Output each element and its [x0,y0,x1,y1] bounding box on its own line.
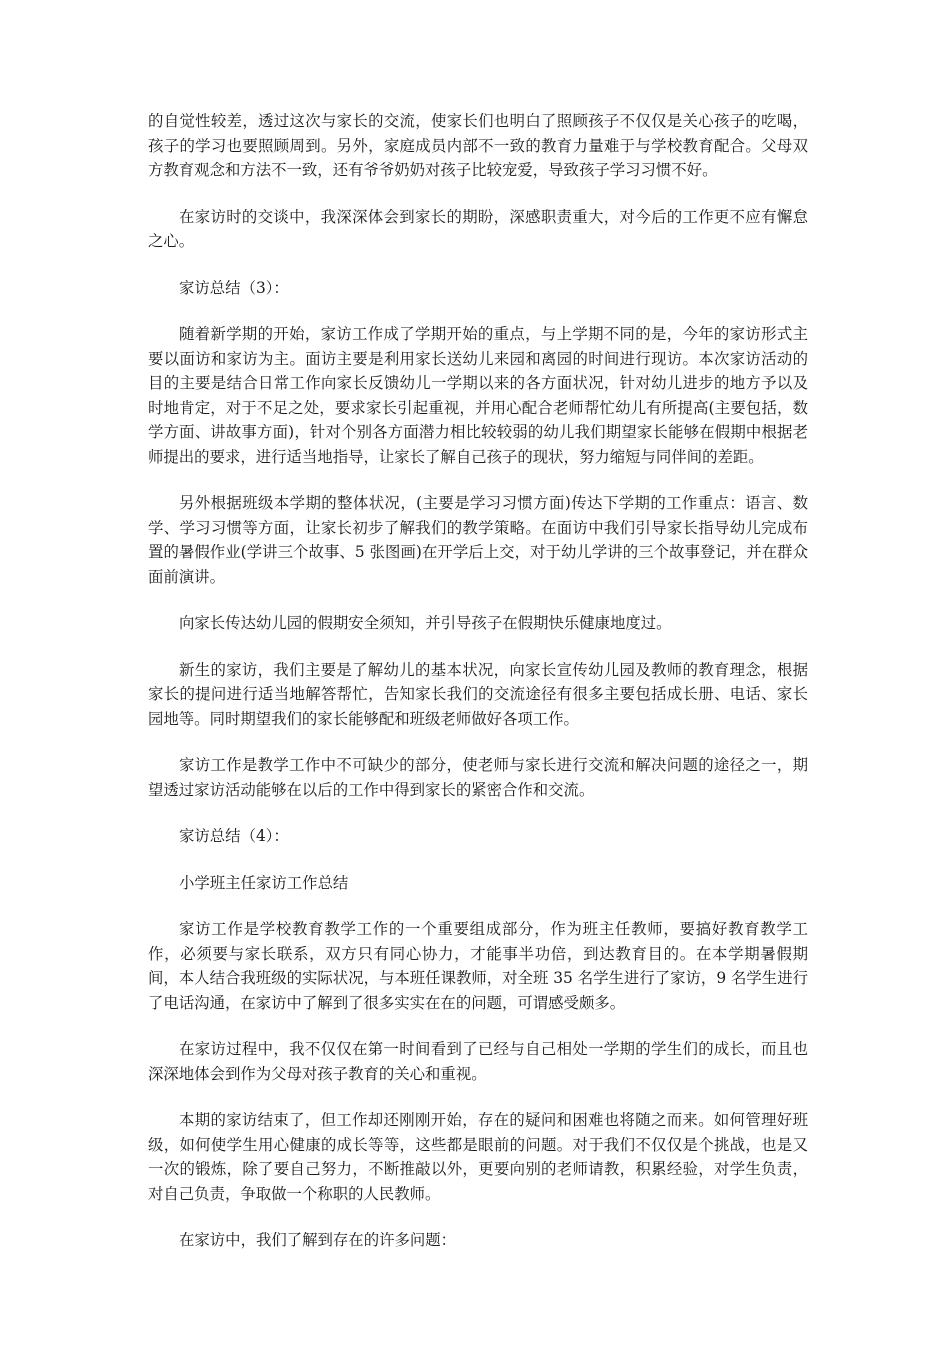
section-heading: 家访总结（4）： [179,827,289,845]
paragraph: 向家长传达幼儿园的假期安全须知，并引导孩子在假期快乐健康地度过。 [179,614,672,632]
paragraph: 在家访时的交谈中，我深深体会到家长的期盼，深感职责重大，对今后的工作更不应有懈怠之心。 [148,207,808,250]
paragraph: 在家访过程中，我不仅仅在第一时间看到了已经与自己相处一学期的学生们的成长，而且也深深地体会到作为父母对孩子教育的关心和重视。 [148,1040,808,1083]
paragraph: 随着新学期的开始，家访工作成了学期开始的重点，与上学期不同的是，今年的家访形式主要以面访和家访为主。面访主要是利用家长送幼儿来园和离园的时间进行现访。本次家访活动的目的主要是结合日常工作向家长反馈幼儿一学期以来的各方面状况，针对幼儿进步的地方予以及时地肯定，对于不足之处，要求家长引起重视，并用心配合老师帮忙幼儿有所提高(主要包括，数学方面、讲故事方面)，针对个别各方面潜力相比较较弱的幼儿我们期望家长能够在假期中根据老师提出的要求，进行适当地指导，让家长了解自己孩子的现状，努力缩短与同伴间的差距。 [148,325,808,466]
paragraph: 新生的家访，我们主要是了解幼儿的基本状况，向家长宣传幼儿园及教师的教育理念，根据家长的提问进行适当地解答帮忙，告知家长我们的交流途径有很多主要包括成长册、电话、家长园地等。同时期望我们的家长能够配和班级老师做好各项工作。 [148,660,808,728]
paragraph: 家访工作是学校教育教学工作的一个重要组成部分，作为班主任教师，要搞好教育教学工作，必须要与家长联系，双方只有同心协力，才能事半功倍，到达教育目的。在本学期暑假期间，本人结合我班级的实际状况，与本班任课教师，对全班 35 名学生进行了家访，9 名学生进行了电话沟通，在家访中了解到了很多实实在在的问题，可谓感受颇多。 [148,920,808,1012]
paragraph-continuation: 的自觉性较差，透过这次与家长的交流，使家长们也明白了照顾孩子不仅仅是关心孩子的吃喝，孩子的学习也要照顾周到。另外，家庭成员内部不一致的教育力量难于与学校教育配合。父母双方教育观念和方法不一致，还有爷爷奶奶对孩子比较宠爱，导致孩子学习习惯不好。 [148,112,808,179]
paragraph: 家访工作是教学工作中不可缺少的部分，使老师与家长进行交流和解决问题的途径之一，期望透过家访活动能够在以后的工作中得到家长的紧密合作和交流。 [148,756,808,799]
subsection-title: 小学班主任家访工作总结 [179,873,349,892]
document-body [148,109,808,1275]
paragraph: 本期的家访结束了，但工作却还刚刚开始，存在的疑问和困难也将随之而来。如何管理好班级，如何使学生用心健康的成长等等，这些都是眼前的问题。对于我们不仅仅是个挑战，也是又一次的锻炼，除了要自己努力，不断推敲以外，更要向别的老师请教，积累经验，对学生负责，对自己负责，争取做一个称职的人民教师。 [148,1111,808,1203]
paragraph: 另外根据班级本学期的整体状况，(主要是学习习惯方面)传达下学期的工作重点：语言、数学、学习习惯等方面，让家长初步了解我们的教学策略。在面访中我们引导家长指导幼儿完成布置的暑假作业(学讲三个故事、5 张图画)在开学后上交，对于幼儿学讲的三个故事登记，并在群众面前演讲。 [148,494,808,586]
paragraph: 在家访中，我们了解到存在的许多问题： [179,1231,457,1249]
section-heading: 家访总结（3）： [179,278,289,297]
